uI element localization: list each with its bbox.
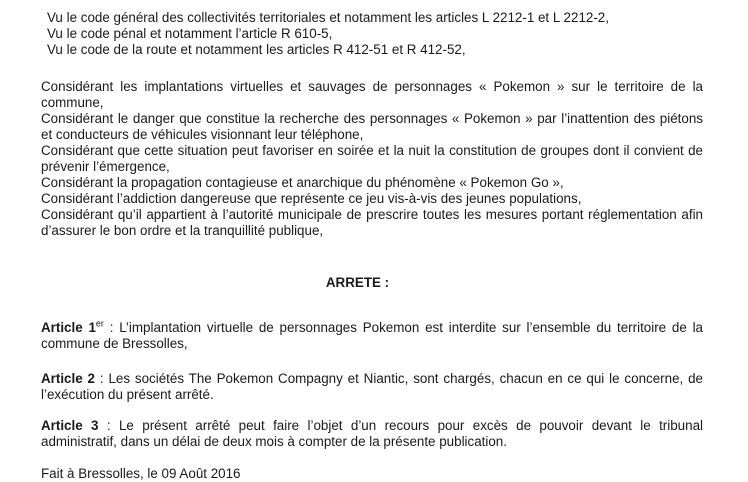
visa-line: Vu le code pénal et notamment l’article R 610-5,: [47, 26, 333, 41]
article-label: Article 3: [41, 418, 99, 433]
considerant-paragraph: Considérant la propagation contagieuse et anarchique du phénomène « Pokemon Go »,: [41, 175, 564, 190]
article-text: : Les sociétés The Pokemon Compagny et Niantic, sont chargés, chacun en ce qui le concerne, de l’exécution du présent arrêté.: [41, 371, 703, 402]
considerant-paragraph: Considérant le danger que constitue la recherche des personnages « Pokemon » par l’inattention des piétons et conducteurs de véhicules visionnant leur téléphone,: [41, 111, 703, 142]
article-text: : L’implantation virtuelle de personnages Pokemon est interdite sur l’ensemble du territoire de la commune de Bressolles,: [41, 320, 704, 351]
article-superscript: er: [95, 318, 104, 329]
decree-heading: ARRETE :: [325, 275, 390, 290]
considerant-paragraph: Considérant l’addiction dangereuse que représente ce jeu vis-à-vis des jeunes populations,: [41, 191, 582, 206]
visa-line: Vu le code général des collectivités territoriales et notamment les articles L 2212-1 et L 2212-2,: [47, 10, 609, 25]
article-label: Article 2: [41, 371, 95, 386]
considerant-paragraph: Considérant les implantations virtuelles et sauvages de personnages « Pokemon » sur le territoire de la commune,: [41, 79, 703, 110]
article-1: [41, 320, 703, 352]
visa-line: Vu le code de la route et notamment les articles R 412-51 et R 412-52,: [47, 42, 466, 57]
article-text: : Le présent arrêté peut faire l’objet d’un recours pour excès de pouvoir devant le tribunal administratif, dans un délai de deux mois à compter de la présente publication.: [41, 418, 703, 449]
considerant-paragraph: Considérant qu’il appartient à l’autorité municipale de prescrire toutes les mesures portant réglementation afin d’assurer le bon ordre et la tranquillité publique,: [41, 207, 703, 238]
article-label: Article 1: [41, 320, 96, 335]
article-2: [41, 371, 703, 403]
signature-line: Fait à Bressolles, le 09 Août 2016: [41, 466, 241, 481]
article-3: [41, 418, 703, 450]
considerant-paragraph: Considérant que cette situation peut favoriser en soirée et la nuit la constitution de groupes dont il convient de prévenir l’émergence,: [41, 143, 703, 174]
